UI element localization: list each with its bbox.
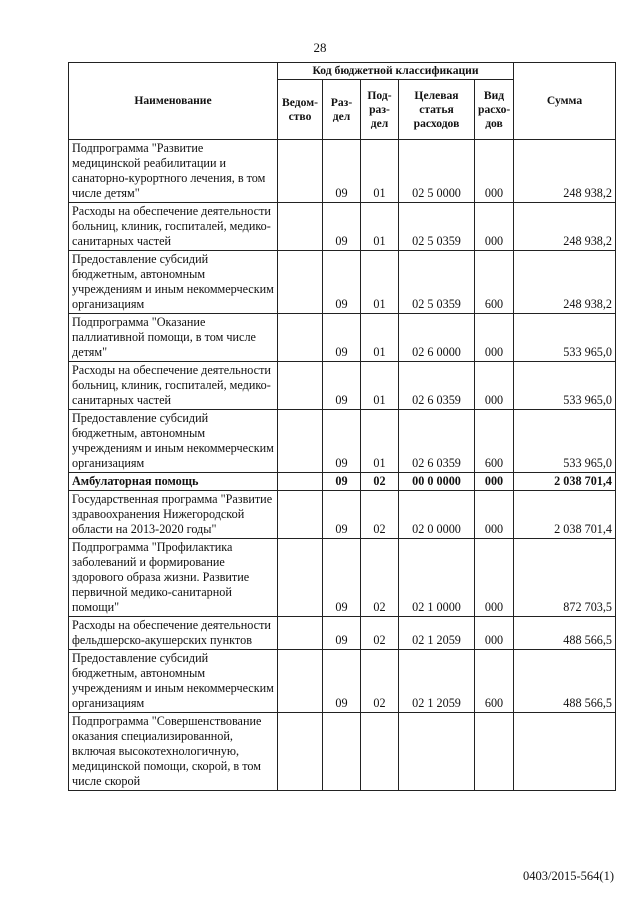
cell-type: 000 bbox=[475, 473, 514, 491]
cell-type: 600 bbox=[475, 650, 514, 713]
cell-target: 02 6 0359 bbox=[399, 362, 475, 410]
cell-target: 02 1 0000 bbox=[399, 539, 475, 617]
cell-subsection: 02 bbox=[361, 539, 399, 617]
cell-section: 09 bbox=[323, 617, 361, 650]
cell-section: 09 bbox=[323, 491, 361, 539]
cell-dept bbox=[278, 362, 323, 410]
cell-type: 000 bbox=[475, 491, 514, 539]
cell-dept bbox=[278, 314, 323, 362]
cell-type: 000 bbox=[475, 617, 514, 650]
table-row bbox=[69, 650, 616, 713]
header-subsection: Под- раз- дел bbox=[361, 80, 399, 140]
cell-target: 02 0 0000 bbox=[399, 491, 475, 539]
cell-target: 02 6 0000 bbox=[399, 314, 475, 362]
cell-name: Расходы на обеспечение деятельности больниц, клиник, госпиталей, медико-санитарных частей bbox=[69, 203, 278, 251]
cell-subsection: 02 bbox=[361, 473, 399, 491]
table-row bbox=[69, 314, 616, 362]
table-body bbox=[69, 140, 616, 791]
cell-name: Расходы на обеспечение деятельности фельдшерско-акушерских пунктов bbox=[69, 617, 278, 650]
header-target: Целевая статья расходов bbox=[399, 80, 475, 140]
cell-section: 09 bbox=[323, 251, 361, 314]
cell-subsection bbox=[361, 713, 399, 791]
header-section: Раз- дел bbox=[323, 80, 361, 140]
cell-section: 09 bbox=[323, 203, 361, 251]
cell-sum: 2 038 701,4 bbox=[514, 491, 616, 539]
cell-dept bbox=[278, 410, 323, 473]
cell-sum: 872 703,5 bbox=[514, 539, 616, 617]
cell-target: 00 0 0000 bbox=[399, 473, 475, 491]
cell-target: 02 1 2059 bbox=[399, 617, 475, 650]
cell-section: 09 bbox=[323, 650, 361, 713]
cell-section: 09 bbox=[323, 539, 361, 617]
cell-subsection: 01 bbox=[361, 203, 399, 251]
cell-name: Подпрограмма "Развитие медицинской реабилитации и санаторно-курортного лечения, в том числе детям" bbox=[69, 140, 278, 203]
header-name: Наименование bbox=[69, 63, 278, 140]
cell-type: 000 bbox=[475, 362, 514, 410]
cell-subsection: 01 bbox=[361, 362, 399, 410]
cell-sum: 533 965,0 bbox=[514, 410, 616, 473]
cell-type: 000 bbox=[475, 203, 514, 251]
cell-dept bbox=[278, 650, 323, 713]
cell-sum: 488 566,5 bbox=[514, 650, 616, 713]
cell-section: 09 bbox=[323, 362, 361, 410]
table-row bbox=[69, 713, 616, 791]
cell-name: Подпрограмма "Оказание паллиативной помощи, в том числе детям" bbox=[69, 314, 278, 362]
cell-subsection: 01 bbox=[361, 251, 399, 314]
table-row bbox=[69, 473, 616, 491]
cell-name: Подпрограмма "Профилактика заболеваний и формирование здорового образа жизни. Развитие первичной медико-санитарной помощи" bbox=[69, 539, 278, 617]
cell-section bbox=[323, 713, 361, 791]
cell-type bbox=[475, 713, 514, 791]
cell-dept bbox=[278, 713, 323, 791]
cell-subsection: 02 bbox=[361, 491, 399, 539]
table-row bbox=[69, 617, 616, 650]
cell-name: Подпрограмма "Совершенствование оказания специализированной, включая высокотехнологичную, медицинской помощи, скорой, в том числе скорой bbox=[69, 713, 278, 791]
cell-subsection: 01 bbox=[361, 410, 399, 473]
cell-subsection: 02 bbox=[361, 650, 399, 713]
cell-dept bbox=[278, 203, 323, 251]
cell-target: 02 1 2059 bbox=[399, 650, 475, 713]
cell-dept bbox=[278, 539, 323, 617]
header-type: Вид расхо- дов bbox=[475, 80, 514, 140]
cell-subsection: 02 bbox=[361, 617, 399, 650]
cell-section: 09 bbox=[323, 314, 361, 362]
cell-name: Расходы на обеспечение деятельности больниц, клиник, госпиталей, медико-санитарных частей bbox=[69, 362, 278, 410]
cell-sum bbox=[514, 713, 616, 791]
cell-name: Предоставление субсидий бюджетным, автономным учреждениям и иным некоммерческим организациям bbox=[69, 251, 278, 314]
document-code: 0403/2015-564(1) bbox=[523, 869, 614, 883]
cell-dept bbox=[278, 491, 323, 539]
cell-sum: 248 938,2 bbox=[514, 251, 616, 314]
cell-dept bbox=[278, 140, 323, 203]
table-row bbox=[69, 539, 616, 617]
header-code-group: Код бюджетной классификации bbox=[278, 63, 514, 80]
table-row bbox=[69, 203, 616, 251]
cell-target bbox=[399, 713, 475, 791]
table-row bbox=[69, 140, 616, 203]
cell-section: 09 bbox=[323, 473, 361, 491]
cell-name: Амбулаторная помощь bbox=[69, 473, 278, 491]
cell-section: 09 bbox=[323, 140, 361, 203]
table-row bbox=[69, 410, 616, 473]
cell-target: 02 5 0359 bbox=[399, 251, 475, 314]
cell-sum: 533 965,0 bbox=[514, 314, 616, 362]
cell-target: 02 5 0000 bbox=[399, 140, 475, 203]
table-row bbox=[69, 491, 616, 539]
cell-name: Предоставление субсидий бюджетным, автономным учреждениям и иным некоммерческим организациям bbox=[69, 410, 278, 473]
cell-dept bbox=[278, 473, 323, 491]
cell-dept bbox=[278, 251, 323, 314]
cell-sum: 248 938,2 bbox=[514, 203, 616, 251]
cell-type: 600 bbox=[475, 251, 514, 314]
cell-sum: 2 038 701,4 bbox=[514, 473, 616, 491]
header-dept: Ведом- ство bbox=[278, 80, 323, 140]
cell-type: 600 bbox=[475, 410, 514, 473]
cell-sum: 248 938,2 bbox=[514, 140, 616, 203]
cell-target: 02 5 0359 bbox=[399, 203, 475, 251]
cell-subsection: 01 bbox=[361, 314, 399, 362]
cell-name: Государственная программа "Развитие здравоохранения Нижегородской области на 2013-2020 годы" bbox=[69, 491, 278, 539]
header-sum: Сумма bbox=[514, 63, 616, 140]
page-number: 28 bbox=[313, 40, 327, 55]
table-row bbox=[69, 251, 616, 314]
table-row bbox=[69, 362, 616, 410]
cell-type: 000 bbox=[475, 140, 514, 203]
cell-subsection: 01 bbox=[361, 140, 399, 203]
cell-type: 000 bbox=[475, 314, 514, 362]
cell-type: 000 bbox=[475, 539, 514, 617]
cell-target: 02 6 0359 bbox=[399, 410, 475, 473]
cell-dept bbox=[278, 617, 323, 650]
cell-section: 09 bbox=[323, 410, 361, 473]
cell-sum: 533 965,0 bbox=[514, 362, 616, 410]
cell-sum: 488 566,5 bbox=[514, 617, 616, 650]
budget-table bbox=[68, 62, 616, 791]
cell-name: Предоставление субсидий бюджетным, автономным учреждениям и иным некоммерческим организациям bbox=[69, 650, 278, 713]
